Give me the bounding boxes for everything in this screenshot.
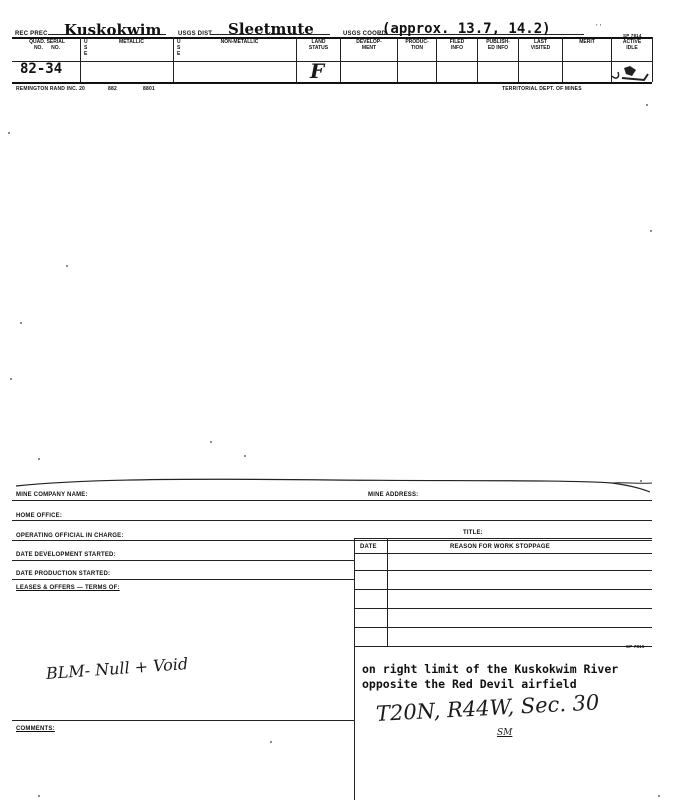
- scan-speck: [650, 230, 652, 232]
- usgs-coord-value: (approx. 13.7, 14.2): [382, 21, 551, 37]
- scan-speck: [20, 322, 22, 324]
- scan-speck: [244, 455, 246, 457]
- leases-label: LEASES & OFFERS — TERMS OF:: [16, 585, 120, 591]
- home-office-label: HOME OFFICE:: [16, 513, 63, 519]
- card-top-edge: [12, 474, 652, 496]
- handwritten-blm-note: BLM- Null + Void: [45, 654, 189, 683]
- usgs-dist-value: Sleetmute: [228, 20, 314, 38]
- header-use-nonmetallic: U S E: [177, 39, 181, 57]
- scan-speck: [270, 741, 272, 743]
- footer-code-a: 882: [108, 86, 117, 92]
- scan-speck: [66, 265, 68, 267]
- quad-serial-value: 82-34: [20, 61, 63, 77]
- active-idle-scribble: [608, 62, 652, 84]
- form-number-bottom: SP 7815: [626, 644, 645, 649]
- operating-official-label: OPERATING OFFICIAL IN CHARGE:: [16, 533, 124, 539]
- header-quad-serial: QUAD. SERIAL NO. NO.: [29, 39, 65, 51]
- header-active-idle: ACTIVE IDLE: [622, 39, 642, 51]
- scan-speck: [658, 795, 660, 797]
- footer-right: TERRITORIAL DEPT. OF MINES: [502, 86, 582, 92]
- rec-prec-value: Kuskokwim: [64, 21, 162, 39]
- header-merit: MERIT: [579, 39, 595, 45]
- land-status-value: F: [310, 59, 325, 83]
- rec-prec-label: REC PREC.: [15, 31, 50, 37]
- header-filed-info: FILED INFO: [449, 39, 465, 51]
- reason-header: REASON FOR WORK STOPPAGE: [450, 544, 550, 550]
- scan-speck: [210, 441, 212, 443]
- header-production: PRODUC- TION: [405, 39, 429, 51]
- form-number-top: SP 7814: [623, 33, 642, 38]
- scan-speck: [8, 132, 10, 134]
- date-development-label: DATE DEVELOPMENT STARTED:: [16, 552, 116, 558]
- header-non-metallic: NON-METALLIC: [220, 39, 259, 45]
- usgs-dist-label: USGS DIST.: [178, 31, 214, 37]
- header-published-info: PUBLISH- ED INFO: [486, 39, 510, 51]
- header-land-status: LAND STATUS: [308, 39, 329, 51]
- handwritten-location: T20N, R44W, Sec. 30: [375, 690, 600, 726]
- comments-label: COMMENTS:: [16, 726, 55, 732]
- scan-speck: [38, 458, 40, 460]
- header-development: DEVELOP- MENT: [356, 39, 382, 51]
- mine-company-name-label: MINE COMPANY NAME:: [16, 492, 88, 498]
- date-header: DATE: [360, 544, 377, 550]
- handwritten-sm: SM: [497, 728, 513, 738]
- scan-speck: [10, 378, 12, 380]
- usgs-coord-label: USGS COORD.: [343, 31, 388, 37]
- header-metallic: METALLIC: [119, 39, 144, 45]
- footer-code-b: 8801: [143, 86, 155, 92]
- location-line-1: on right limit of the Kuskokwim River: [362, 662, 619, 676]
- tick-mark: ' ': [596, 23, 602, 32]
- mine-address-label: MINE ADDRESS:: [368, 492, 419, 498]
- header-last-visited: LAST VISITED: [530, 39, 551, 51]
- header-use-metallic: U S E: [84, 39, 88, 57]
- scan-speck: [646, 104, 648, 106]
- date-production-label: DATE PRODUCTION STARTED:: [16, 571, 111, 577]
- location-line-2: opposite the Red Devil airfield: [362, 677, 577, 691]
- title-label: TITLE:: [463, 530, 483, 536]
- scan-speck: [38, 795, 40, 797]
- footer-left: REMINGTON RAND INC. 20: [16, 86, 86, 92]
